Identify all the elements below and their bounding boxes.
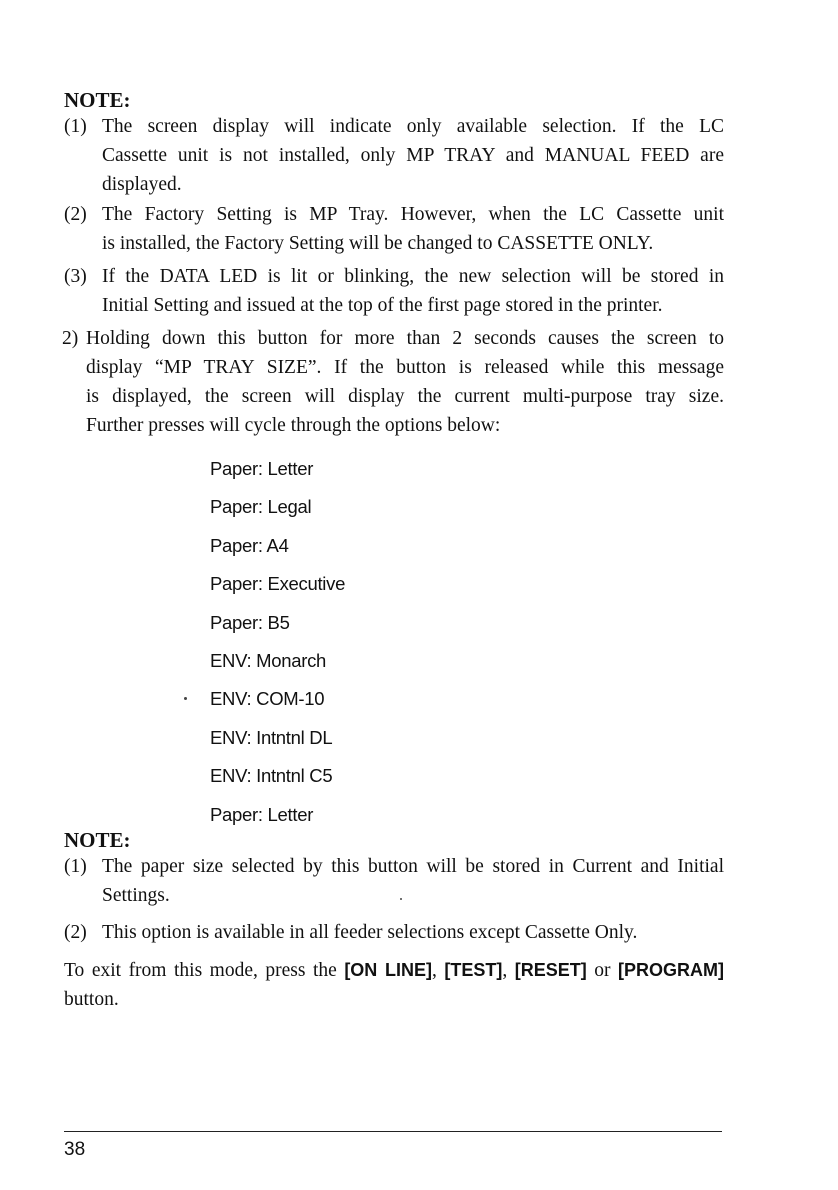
note-heading-1: NOTE: <box>64 88 131 112</box>
text-line: The Factory Setting is MP Tray. However, when the LC Cassette unit <box>102 204 724 225</box>
text-line: The screen display will indicate only available selection. If the LC <box>102 116 724 137</box>
text-line: Holding down this button for more than 2 seconds causes the screen to <box>86 328 724 349</box>
option-item: Paper: Legal <box>210 496 312 518</box>
paragraph-number: 2) <box>62 328 79 349</box>
option-item: ENV: Intntnl C5 <box>210 765 333 787</box>
text-line: Initial Setting and issued at the top of the first page stored in the printer. <box>102 295 663 316</box>
item-number: (2) <box>64 922 87 943</box>
option-item: Paper: B5 <box>210 611 290 633</box>
note1-item-1 <box>64 112 724 199</box>
separator: , <box>431 960 445 981</box>
scan-speck <box>184 697 187 700</box>
text-line: is installed, the Factory Setting will be changed to CASSETTE ONLY. <box>102 233 654 254</box>
text-line <box>64 956 724 985</box>
separator: , <box>502 960 515 981</box>
option-item: ENV: Monarch <box>210 649 327 671</box>
item-number: (1) <box>64 856 87 877</box>
option-item: Paper: Letter <box>210 803 314 825</box>
option-item: ENV: COM-10 <box>210 688 325 710</box>
option-item: Paper: Executive <box>210 573 346 595</box>
program-key-label: [PROGRAM] <box>618 960 725 980</box>
text-line: display “MP TRAY SIZE”. If the button is released while this message <box>86 357 724 378</box>
text-line: If the DATA LED is lit or blinking, the new selection will be stored in <box>102 266 724 287</box>
option-item: Paper: A4 <box>210 534 289 556</box>
text-line: The paper size selected by this button will be stored in Current and Initial <box>102 856 724 877</box>
note2-item-2 <box>64 918 724 947</box>
item-number: (3) <box>64 266 87 287</box>
option-item: Paper: Letter <box>210 458 314 479</box>
item-number: (1) <box>64 116 87 137</box>
note1-item-2 <box>64 200 724 258</box>
note1-item-3 <box>64 262 724 320</box>
online-key-label: [ON LINE] <box>344 960 432 980</box>
test-key-label: [TEST] <box>444 960 503 980</box>
separator: or <box>586 960 619 981</box>
note-heading-2: NOTE: <box>64 828 131 852</box>
text-line: Further presses will cycle through the options below: <box>86 415 501 436</box>
footer-rule <box>64 1131 722 1132</box>
scan-speck <box>400 898 402 900</box>
text-line: This option is available in all feeder selections except Cassette Only. <box>102 922 638 943</box>
exit-prefix: To exit from this mode, press the <box>64 960 345 981</box>
page-number: 38 <box>64 1139 86 1160</box>
text-line: is displayed, the screen will display the current multi-purpose tray size. <box>86 386 724 407</box>
note2-item-1 <box>64 852 724 910</box>
exit-instruction <box>64 956 724 1014</box>
paragraph-2 <box>62 324 724 440</box>
text-line: Settings. <box>102 885 170 906</box>
text-line: Cassette unit is not installed, only MP TRAY and MANUAL FEED are <box>102 145 724 166</box>
option-item: ENV: Intntnl DL <box>210 726 333 748</box>
tray-size-options <box>210 450 345 834</box>
item-number: (2) <box>64 204 87 225</box>
reset-key-label: [RESET] <box>514 960 587 980</box>
text-line: button. <box>64 989 119 1010</box>
text-line: displayed. <box>102 174 182 195</box>
